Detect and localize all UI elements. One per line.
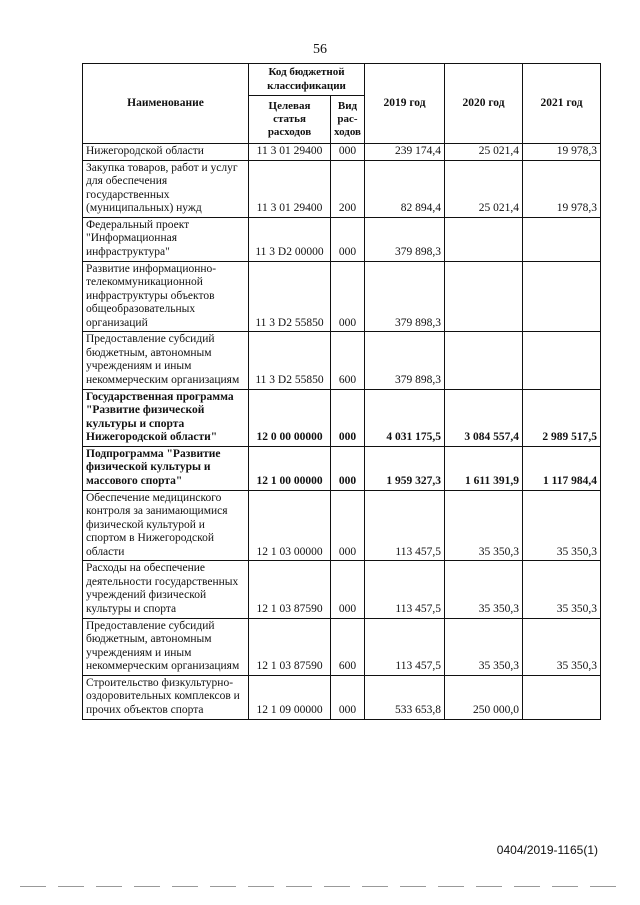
header-target: Целевая статья расходов xyxy=(249,96,331,144)
cell-2019: 379 898,3 xyxy=(365,332,445,389)
cell-name: Федеральный проект "Информационная инфраструктура" xyxy=(83,217,249,261)
cell-name: Подпрограмма "Развитие физической культуры и массового спорта" xyxy=(83,446,249,490)
cell-name: Расходы на обеспечение деятельности государственных учреждений физической культуры и спорта xyxy=(83,561,249,618)
document-number: 0404/2019-1165(1) xyxy=(496,843,598,857)
budget-table xyxy=(82,63,601,720)
cell-2020: 35 350,3 xyxy=(445,618,523,675)
cell-2019: 82 894,4 xyxy=(365,160,445,217)
cell-name: Развитие информационно-телекоммуникационной инфраструктуры объектов общеобразовательных организаций xyxy=(83,261,249,332)
cell-expense-kind: 600 xyxy=(331,332,365,389)
cell-2020: 35 350,3 xyxy=(445,490,523,561)
cell-expense-kind: 000 xyxy=(331,217,365,261)
cell-expense-kind: 000 xyxy=(331,144,365,161)
cell-2019: 239 174,4 xyxy=(365,144,445,161)
cell-expense-kind: 200 xyxy=(331,160,365,217)
cell-2020 xyxy=(445,332,523,389)
cell-2021 xyxy=(523,675,601,719)
cell-2019: 113 457,5 xyxy=(365,490,445,561)
cell-2021: 2 989 517,5 xyxy=(523,389,601,446)
cell-2020: 1 611 391,9 xyxy=(445,446,523,490)
cell-2021 xyxy=(523,217,601,261)
cell-2021 xyxy=(523,332,601,389)
table-row xyxy=(83,160,601,217)
table-header xyxy=(83,64,601,144)
cell-2019: 533 653,8 xyxy=(365,675,445,719)
cell-target-code: 12 1 09 00000 xyxy=(249,675,331,719)
table-row xyxy=(83,144,601,161)
cell-2021: 19 978,3 xyxy=(523,144,601,161)
cell-expense-kind: 000 xyxy=(331,675,365,719)
page-number: 56 xyxy=(313,42,327,57)
cell-name: Закупка товаров, работ и услуг для обеспечения государственных (муниципальных) нужд xyxy=(83,160,249,217)
cell-2019: 113 457,5 xyxy=(365,618,445,675)
cell-expense-kind: 000 xyxy=(331,389,365,446)
table-row xyxy=(83,446,601,490)
cell-target-code: 12 1 03 00000 xyxy=(249,490,331,561)
cell-target-code: 12 1 00 00000 xyxy=(249,446,331,490)
cell-target-code: 11 3 D2 55850 xyxy=(249,261,331,332)
cell-target-code: 12 0 00 00000 xyxy=(249,389,331,446)
header-kind: Вид рас-ходов xyxy=(331,96,365,144)
cell-2019: 379 898,3 xyxy=(365,217,445,261)
cell-2020 xyxy=(445,261,523,332)
table-row xyxy=(83,561,601,618)
table-row xyxy=(83,675,601,719)
cell-expense-kind: 000 xyxy=(331,261,365,332)
table-row xyxy=(83,261,601,332)
table-body xyxy=(83,144,601,720)
cell-name: Предоставление субсидий бюджетным, автономным учреждениям и иным некоммерческим организациям xyxy=(83,618,249,675)
table-row xyxy=(83,618,601,675)
cell-2020: 25 021,4 xyxy=(445,160,523,217)
cell-target-code: 12 1 03 87590 xyxy=(249,618,331,675)
cell-name: Строительство физкультурно-оздоровительных комплексов и прочих объектов спорта xyxy=(83,675,249,719)
cell-name: Предоставление субсидий бюджетным, автономным учреждениям и иным некоммерческим организациям xyxy=(83,332,249,389)
table-row xyxy=(83,389,601,446)
cell-2020: 3 084 557,4 xyxy=(445,389,523,446)
cell-2021: 35 350,3 xyxy=(523,490,601,561)
cell-2021 xyxy=(523,261,601,332)
cell-target-code: 11 3 D2 55850 xyxy=(249,332,331,389)
cell-2021: 35 350,3 xyxy=(523,618,601,675)
header-name: Наименование xyxy=(83,64,249,144)
cell-2021: 1 117 984,4 xyxy=(523,446,601,490)
cell-2019: 4 031 175,5 xyxy=(365,389,445,446)
cell-2020 xyxy=(445,217,523,261)
table-row xyxy=(83,332,601,389)
cell-target-code: 12 1 03 87590 xyxy=(249,561,331,618)
cell-target-code: 11 3 D2 00000 xyxy=(249,217,331,261)
cell-expense-kind: 000 xyxy=(331,446,365,490)
cell-expense-kind: 600 xyxy=(331,618,365,675)
cell-2020: 250 000,0 xyxy=(445,675,523,719)
scan-edge-line xyxy=(20,886,620,887)
table-row xyxy=(83,217,601,261)
cell-name: Обеспечение медицинского контроля за занимающимися физической культурой и спортом в Нижегородской области xyxy=(83,490,249,561)
header-2021: 2021 год xyxy=(523,64,601,144)
cell-2019: 113 457,5 xyxy=(365,561,445,618)
cell-expense-kind: 000 xyxy=(331,490,365,561)
cell-name: Государственная программа "Развитие физической культуры и спорта Нижегородской области" xyxy=(83,389,249,446)
header-code-group: Код бюджетной классификации xyxy=(249,64,365,96)
cell-2020: 25 021,4 xyxy=(445,144,523,161)
cell-2021: 35 350,3 xyxy=(523,561,601,618)
header-2020: 2020 год xyxy=(445,64,523,144)
table-row xyxy=(83,490,601,561)
cell-2019: 1 959 327,3 xyxy=(365,446,445,490)
cell-2019: 379 898,3 xyxy=(365,261,445,332)
cell-2021: 19 978,3 xyxy=(523,160,601,217)
cell-name: Нижегородской области xyxy=(83,144,249,161)
cell-target-code: 11 3 01 29400 xyxy=(249,160,331,217)
cell-target-code: 11 3 01 29400 xyxy=(249,144,331,161)
cell-expense-kind: 000 xyxy=(331,561,365,618)
cell-2020: 35 350,3 xyxy=(445,561,523,618)
header-2019: 2019 год xyxy=(365,64,445,144)
